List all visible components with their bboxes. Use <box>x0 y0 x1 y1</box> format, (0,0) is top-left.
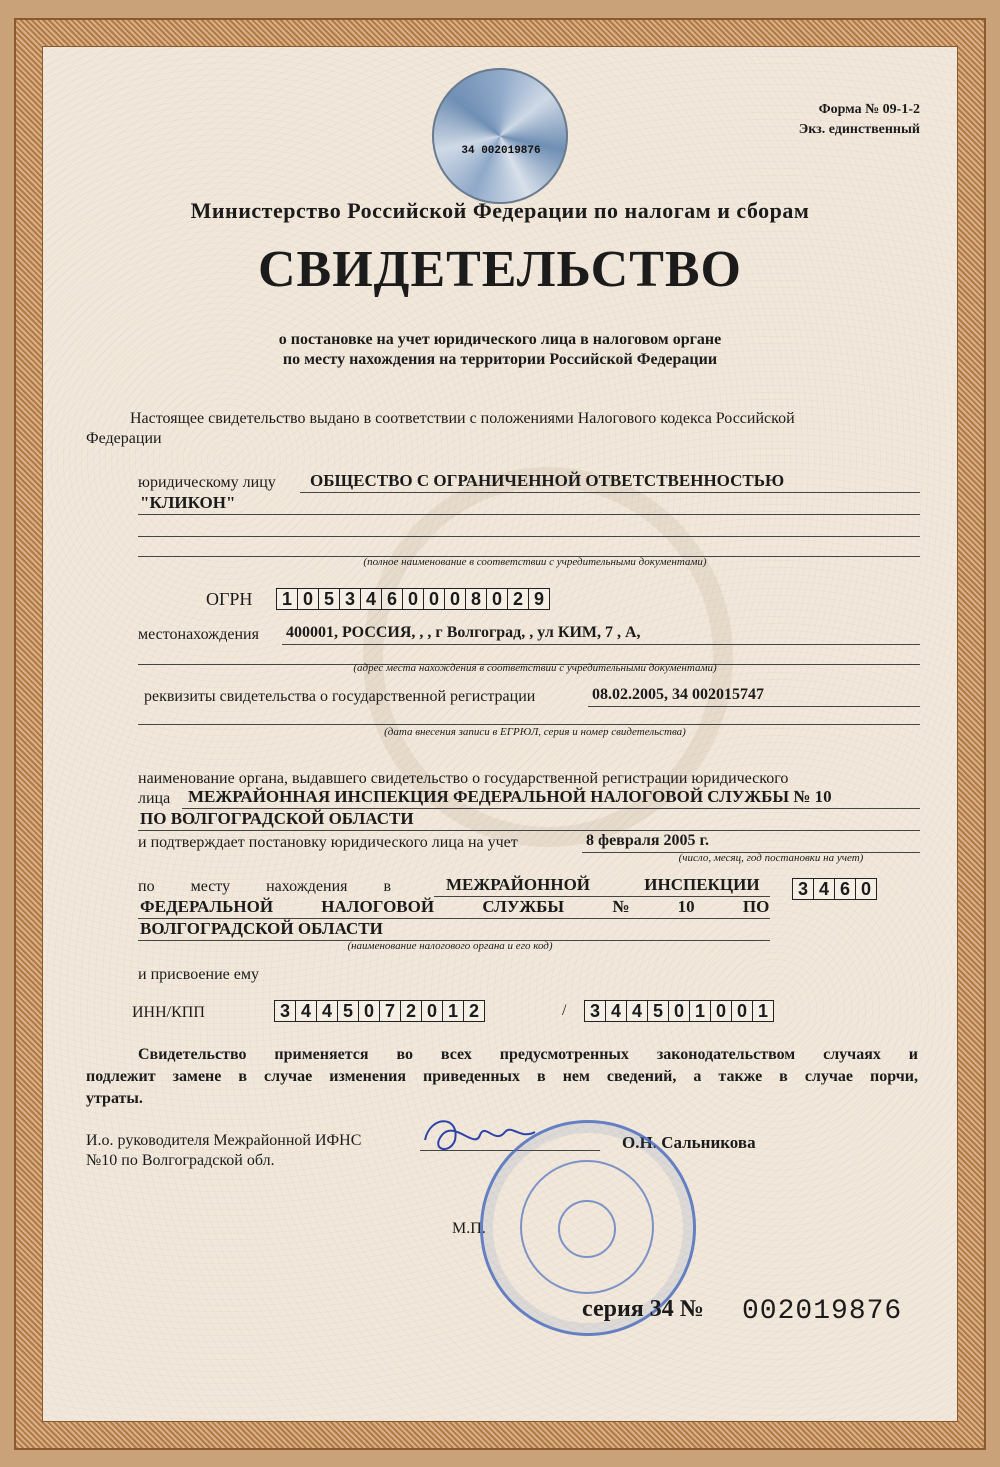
ogrn-digit-box: 0 <box>403 589 424 609</box>
hologram-number: 34 002019876 <box>461 145 541 157</box>
kpp-digit-box: 1 <box>690 1001 711 1021</box>
form-number-block <box>799 100 920 140</box>
entity-line-3 <box>138 536 920 537</box>
ogrn-digit-box: 0 <box>424 589 445 609</box>
address-label: местонахождения <box>138 626 259 643</box>
stamp-place-label: М.П. <box>452 1220 486 1237</box>
issuer-label-line-2: лица <box>138 790 171 807</box>
kpp-digit-box: 3 <box>585 1001 606 1021</box>
validity-line-1: Свидетельство применяется во всех предусмотренных законодательством случаях и <box>138 1046 918 1063</box>
copy-note: Экз. единственный <box>798 122 920 137</box>
registration-value: 08.02.2005, 34 002015747 <box>592 686 764 703</box>
subtitle-line-1: о постановке на учет юридического лица в налоговом органе <box>278 331 722 348</box>
address-line-1 <box>282 644 920 645</box>
signatory-position-line-1: И.о. руководителя Межрайонной ИФНС <box>86 1132 362 1149</box>
registration-label: реквизиты свидетельства о государственной регистрации <box>144 688 536 705</box>
entity-label: юридическому лицу <box>138 474 276 491</box>
kpp-digit-box: 1 <box>757 1001 768 1021</box>
kpp-digit-box: 0 <box>669 1001 690 1021</box>
tax-office-code-digit-box: 0 <box>860 879 871 899</box>
issuer-value-line-1: МЕЖРАЙОННАЯ ИНСПЕКЦИЯ ФЕДЕРАЛЬНОЙ НАЛОГОВОЙ СЛУЖБЫ № 10 <box>188 787 832 806</box>
confirmation-note: (число, месяц, год постановки на учет) <box>678 852 864 864</box>
ogrn-digit-box: 9 <box>533 589 544 609</box>
address-value: 400001, РОССИЯ, , , г Волгоград, , ул КИМ, 7 , А, <box>286 624 641 641</box>
validity-line-3: утраты. <box>86 1090 143 1107</box>
serial-number: 002019876 <box>742 1296 903 1327</box>
ogrn-digit-box: 2 <box>508 589 529 609</box>
inn-digit-box: 0 <box>422 1001 443 1021</box>
tax-office-label: по месту нахождения в <box>138 878 392 895</box>
registration-line-2 <box>138 724 920 725</box>
kpp-digit-box: 0 <box>732 1001 753 1021</box>
ogrn-digit-boxes <box>276 588 550 610</box>
validity-line-2: подлежит замене в случае изменения приведенных в нем сведений, а также в случае порчи, <box>86 1068 918 1085</box>
kpp-digit-box: 5 <box>648 1001 669 1021</box>
subtitle-line-2: по месту нахождения на территории Российской Федерации <box>282 351 718 368</box>
issuer-value-line-2: ПО ВОЛГОГРАДСКОЙ ОБЛАСТИ <box>140 809 414 828</box>
inn-digit-boxes <box>274 1000 485 1022</box>
entity-name-line-1: ОБЩЕСТВО С ОГРАНИЧЕННОЙ ОТВЕТСТВЕННОСТЬЮ <box>310 471 785 490</box>
inn-digit-box: 0 <box>359 1001 380 1021</box>
signatory-position-line-2: №10 по Волгоградской обл. <box>86 1152 275 1169</box>
ogrn-digit-box: 4 <box>361 589 382 609</box>
tax-office-value-line-3: ВОЛГОГРАДСКОЙ ОБЛАСТИ <box>140 919 383 938</box>
entity-line-1 <box>300 492 920 493</box>
ogrn-digit-box: 8 <box>466 589 487 609</box>
confirmation-date: 8 февраля 2005 г. <box>586 832 709 849</box>
assignment-label: и присвоение ему <box>138 966 259 983</box>
ministry-name: Министерство Российской Федерации по налогам и сборам <box>190 198 810 223</box>
ogrn-digit-box: 0 <box>487 589 508 609</box>
inn-kpp-label: ИНН/КПП <box>132 1004 205 1021</box>
inn-kpp-separator: / <box>562 1002 567 1019</box>
entity-note: (полное наименование в соответствии с учредительными документами) <box>363 556 707 568</box>
confirmation-label: и подтверждает постановку юридического лица на учет <box>138 834 518 851</box>
inn-digit-box: 1 <box>443 1001 464 1021</box>
official-seal-emblem <box>558 1200 616 1258</box>
kpp-digit-box: 4 <box>606 1001 627 1021</box>
hologram-sticker <box>432 68 568 204</box>
issuer-label-line-1: наименование органа, выдавшего свидетельство о государственной регистрации юридического <box>138 770 789 787</box>
tax-office-value-line-1: МЕЖРАЙОННОЙ ИНСПЕКЦИИ <box>446 875 760 894</box>
inn-digit-box: 4 <box>317 1001 338 1021</box>
inn-digit-box: 4 <box>296 1001 317 1021</box>
ogrn-digit-box: 6 <box>382 589 403 609</box>
signatory-name: О.Н. Сальникова <box>622 1133 756 1152</box>
inn-digit-box: 3 <box>275 1001 296 1021</box>
intro-line-1: Настоящее свидетельство выдано в соответствии с положениями Налогового кодекса Российской <box>130 410 795 427</box>
intro-line-2: Федерации <box>86 430 162 447</box>
ogrn-digit-box: 3 <box>340 589 361 609</box>
kpp-digit-box: 4 <box>627 1001 648 1021</box>
serial-label: серия 34 № <box>582 1296 704 1322</box>
entity-line-2 <box>138 514 920 515</box>
kpp-digit-box: 0 <box>711 1001 732 1021</box>
tax-office-code-digit-box: 6 <box>835 879 856 899</box>
inn-digit-box: 2 <box>468 1001 479 1021</box>
inn-digit-box: 2 <box>401 1001 422 1021</box>
document-title: СВИДЕТЕЛЬСТВО <box>257 241 743 298</box>
issuer-line-2 <box>138 830 920 831</box>
tax-office-value-line-2: ФЕДЕРАЛЬНОЙ НАЛОГОВОЙ СЛУЖБЫ № 10 ПО <box>140 897 770 916</box>
ogrn-label: ОГРН <box>206 589 253 609</box>
tax-office-code-digit-box: 3 <box>793 879 814 899</box>
tax-office-note: (наименование налогового органа и его код) <box>347 940 553 952</box>
document-subtitle <box>0 330 1000 370</box>
tax-office-code-boxes <box>792 878 877 900</box>
inn-digit-box: 5 <box>338 1001 359 1021</box>
ogrn-digit-box: 1 <box>277 589 298 609</box>
registration-line-1 <box>588 706 920 707</box>
tax-office-code-digit-box: 4 <box>814 879 835 899</box>
address-note: (адрес места нахождения в соответствии с учредительными документами) <box>353 662 717 674</box>
ogrn-digit-box: 0 <box>298 589 319 609</box>
form-number: Форма № 09-1-2 <box>818 102 920 117</box>
entity-name-line-2: "КЛИКОН" <box>140 493 236 512</box>
registration-note: (дата внесения записи в ЕГРЮЛ, серия и номер свидетельства) <box>384 726 686 738</box>
inn-digit-box: 7 <box>380 1001 401 1021</box>
ogrn-digit-box: 5 <box>319 589 340 609</box>
ogrn-digit-box: 0 <box>445 589 466 609</box>
kpp-digit-boxes <box>584 1000 774 1022</box>
